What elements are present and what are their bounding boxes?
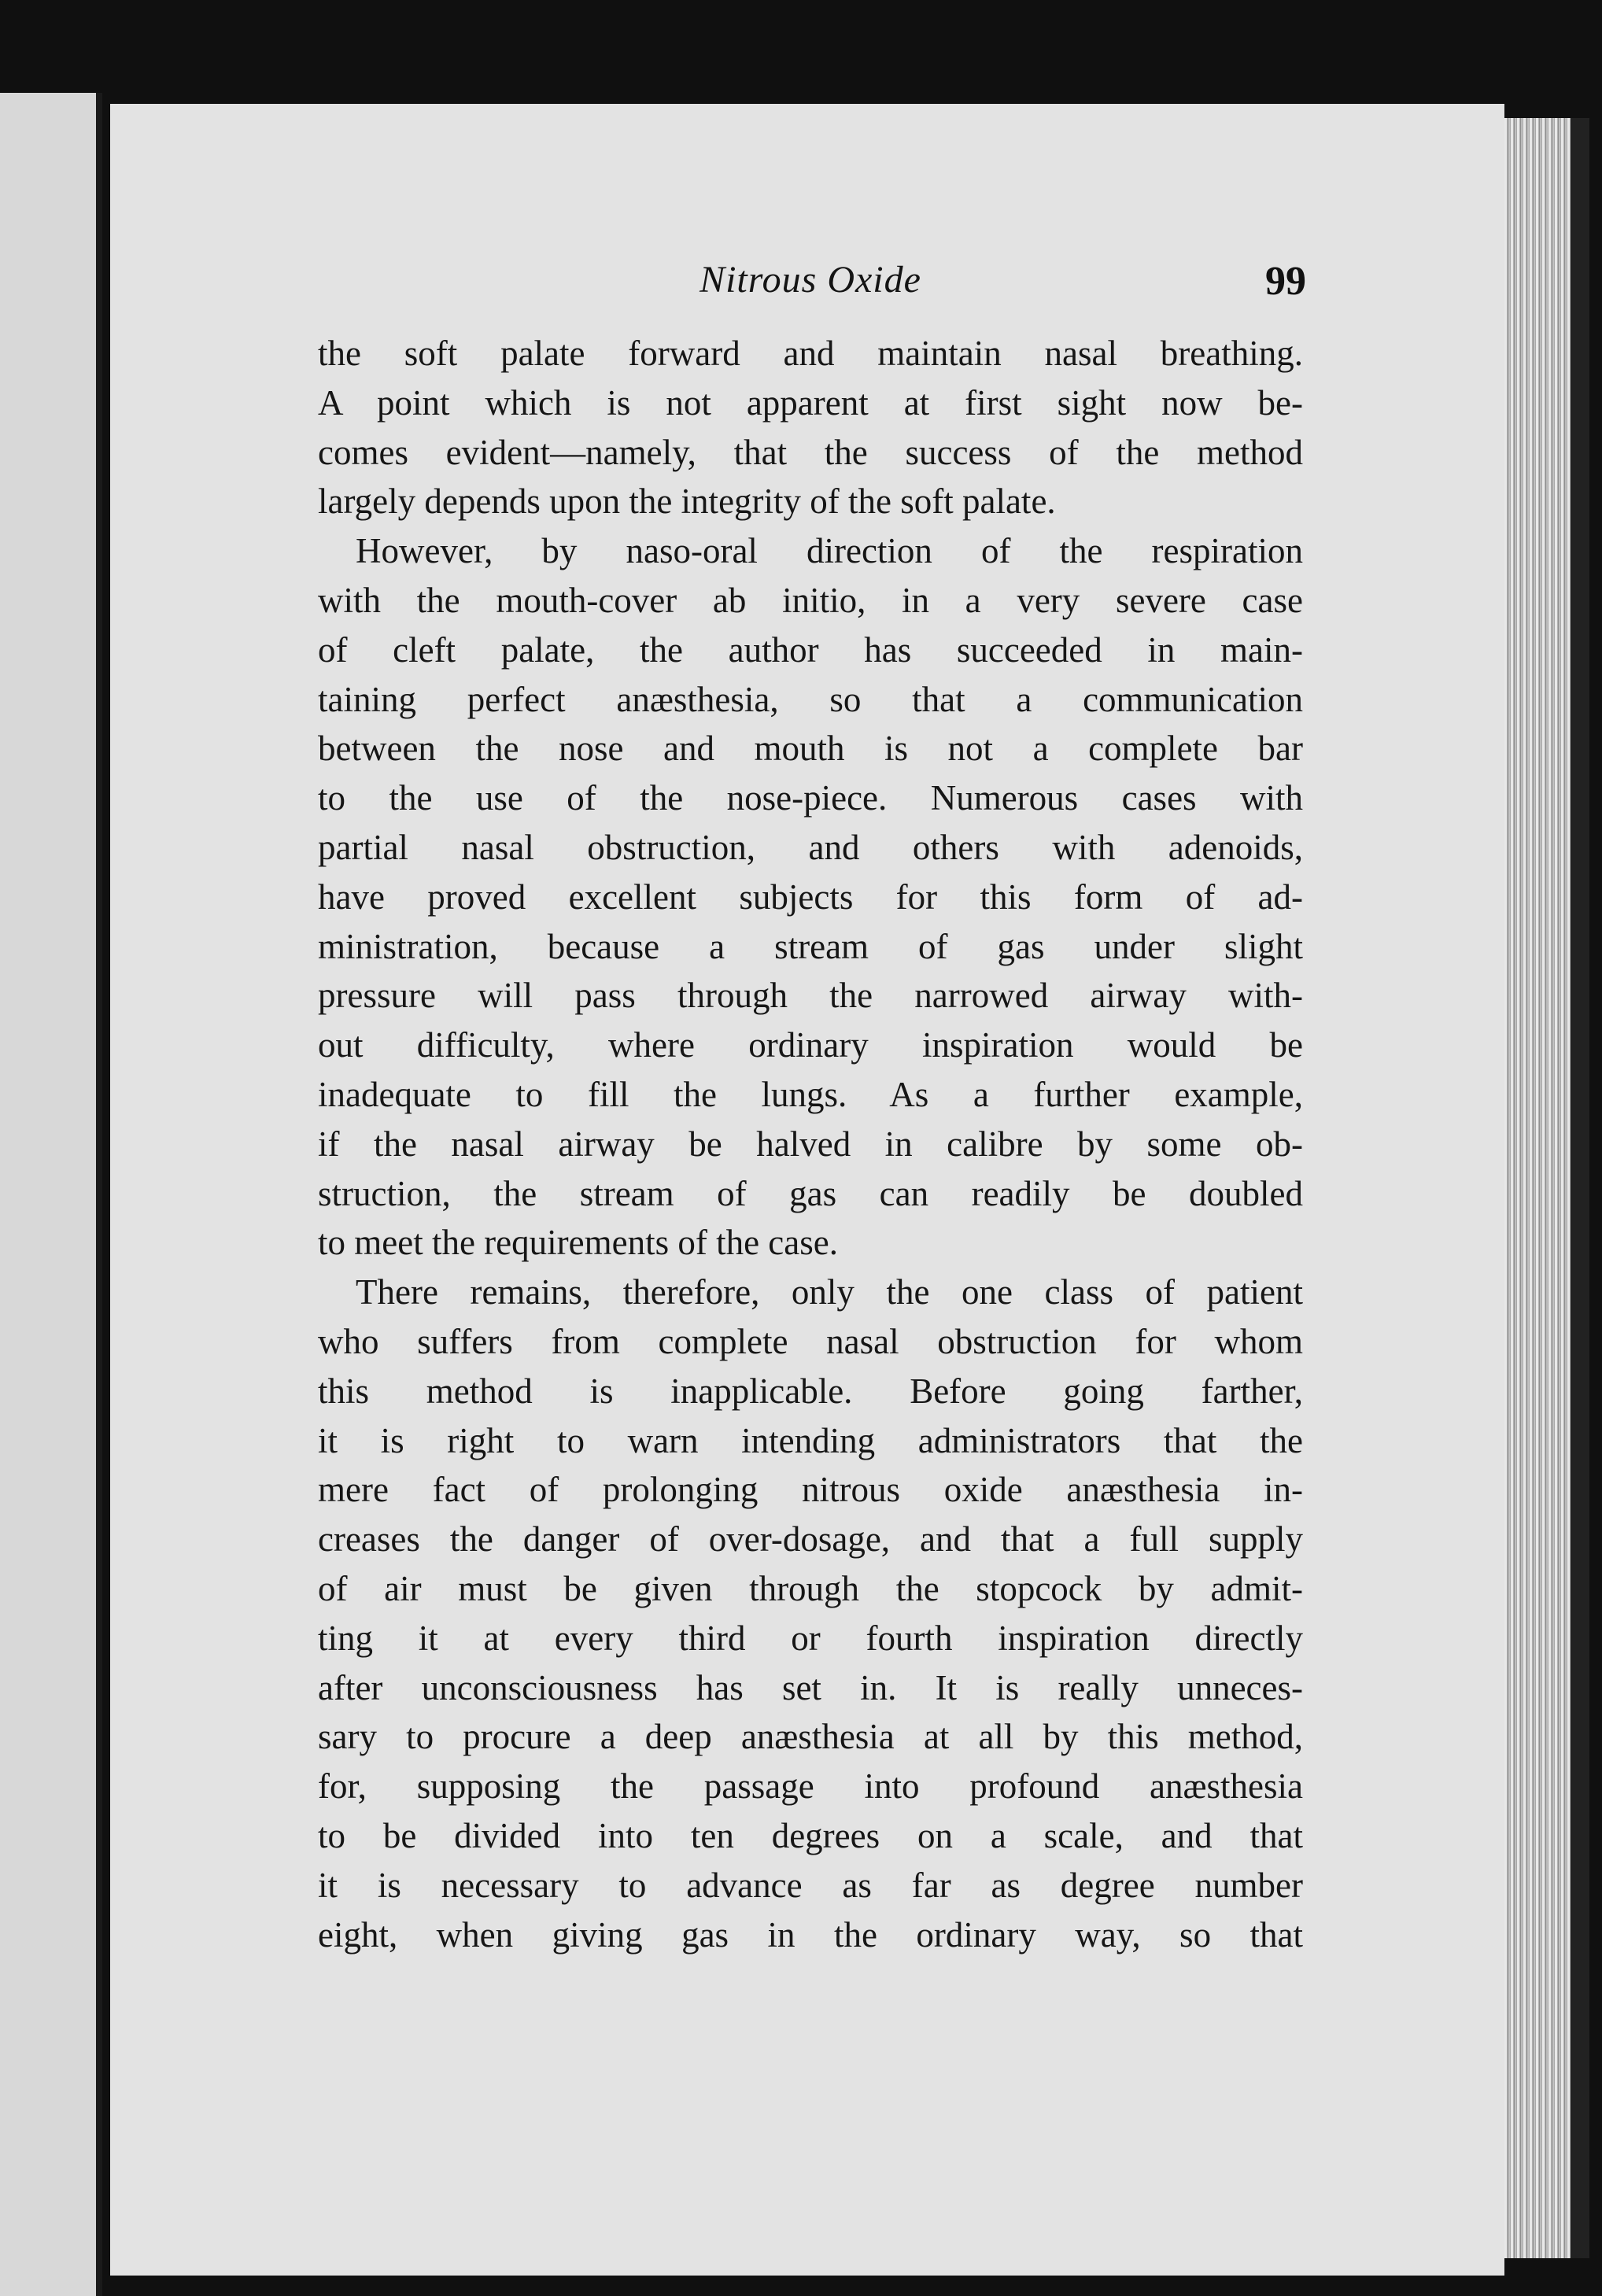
text-line: to the use of the nose-piece. Numerous cases with bbox=[318, 778, 1303, 818]
text-line: taining perfect anæsthesia, so that a communication bbox=[318, 679, 1303, 719]
text-line: of cleft palate, the author has succeeded in main- bbox=[318, 629, 1303, 670]
text-line: for, supposing the passage into profound anæsthesia bbox=[318, 1766, 1303, 1807]
text-line: mere fact of prolonging nitrous oxide anæsthesia in- bbox=[318, 1470, 1303, 1510]
page-header bbox=[315, 258, 1306, 321]
text-line: ting it at every third or fourth inspiration directly bbox=[318, 1618, 1303, 1658]
body-text bbox=[318, 329, 1303, 1959]
paragraph-3 bbox=[318, 1268, 1303, 1959]
text-line: if the nasal airway be halved in calibre by some ob- bbox=[318, 1124, 1303, 1164]
text-line: comes evident—namely, that the success of the method bbox=[318, 432, 1303, 472]
running-title: Nitrous Oxide bbox=[699, 259, 921, 301]
page-stack-shadow bbox=[1571, 118, 1589, 2258]
page-number: 99 bbox=[1265, 259, 1306, 304]
text-line: sary to procure a deep anæsthesia at all by this method, bbox=[318, 1717, 1303, 1757]
text-line: between the nose and mouth is not a complete bar bbox=[318, 729, 1303, 769]
text-line: inadequate to fill the lungs. As a further example, bbox=[318, 1074, 1303, 1114]
text-line: this method is inapplicable. Before going farther, bbox=[318, 1371, 1303, 1411]
text-line: largely depends upon the integrity of the soft palate. bbox=[318, 482, 1056, 522]
text-line: it is necessary to advance as far as degree number bbox=[318, 1865, 1303, 1905]
text-line: have proved excellent subjects for this form of ad- bbox=[318, 877, 1303, 917]
text-line: There remains, therefore, only the one class of patient bbox=[356, 1272, 1303, 1312]
binding-rule bbox=[96, 93, 102, 2296]
text-line: ministration, because a stream of gas under slight bbox=[318, 926, 1303, 966]
text-line: it is right to warn intending administrators that the bbox=[318, 1420, 1303, 1460]
previous-page-edge bbox=[0, 93, 101, 2296]
text-line: However, by naso-oral direction of the respiration bbox=[356, 531, 1303, 571]
page-stack-edge bbox=[1504, 118, 1589, 2258]
text-line: creases the danger of over-dosage, and that a full supply bbox=[318, 1519, 1303, 1560]
text-line: to be divided into ten degrees on a scale, and that bbox=[318, 1815, 1303, 1855]
text-line: who suffers from complete nasal obstruction for whom bbox=[318, 1321, 1303, 1361]
text-line: partial nasal obstruction, and others with adenoids, bbox=[318, 827, 1303, 867]
text-line: the soft palate forward and maintain nasal breathing. bbox=[318, 334, 1303, 373]
text-line: A point which is not apparent at first sight now be- bbox=[318, 382, 1303, 423]
text-line: out difficulty, where ordinary inspiration would be bbox=[318, 1025, 1303, 1065]
text-line: with the mouth-cover ab initio, in a very severe case bbox=[318, 580, 1303, 620]
text-line: to meet the requirements of the case. bbox=[318, 1223, 838, 1263]
text-line: struction, the stream of gas can readily be doubled bbox=[318, 1173, 1303, 1213]
paragraph-1 bbox=[318, 329, 1303, 526]
paragraph-2 bbox=[318, 526, 1303, 1268]
text-line: after unconsciousness has set in. It is really unneces- bbox=[318, 1667, 1303, 1707]
text-line: eight, when giving gas in the ordinary way, so that bbox=[318, 1914, 1303, 1955]
text-line: pressure will pass through the narrowed airway with- bbox=[318, 976, 1303, 1016]
text-line: of air must be given through the stopcock by admit- bbox=[318, 1568, 1303, 1608]
